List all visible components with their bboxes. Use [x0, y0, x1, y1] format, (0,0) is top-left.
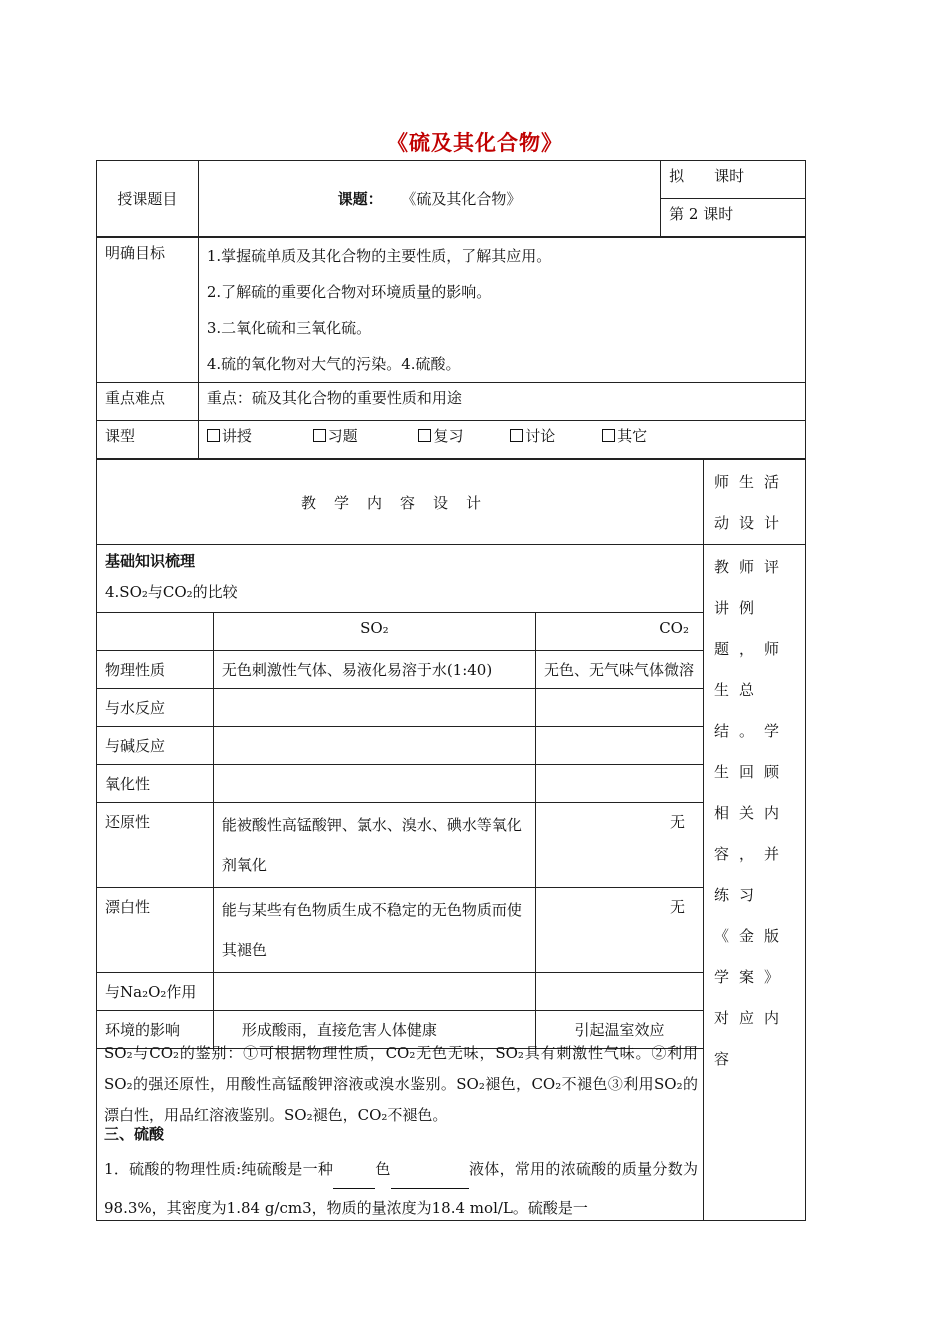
focus-label: 重点难点	[97, 383, 199, 421]
checkbox-icon	[602, 429, 615, 442]
side-notes: 教师评讲例题，师生总结。学生回顾相关内容，并练习《金版学案》对应内容	[704, 545, 806, 1221]
goals-list	[198, 238, 805, 383]
option-review[interactable]: 复习	[418, 427, 463, 445]
lesson-type-options	[198, 421, 805, 459]
section-title: 基础知识梳理	[105, 552, 196, 570]
sulfuric-paragraph: 1．硫酸的物理性质:纯硫酸是一种 色 液体，常用的浓硫酸的质量分数为98.3%，其密度为1.84 g/cm3，物质的量浓度为18.4 mol/L。硫酸是一	[104, 1160, 698, 1217]
document-title: 《硫及其化合物》	[387, 130, 563, 155]
option-other[interactable]: 其它	[602, 427, 647, 445]
topic-cell	[198, 161, 660, 237]
side-header: 师生活动设计	[704, 460, 806, 545]
table-row: 与水反应	[97, 689, 704, 727]
table-row: 物理性质 无色刺激性气体、易液化易溶于水(1:40) 无色、无气味气体微溶	[97, 651, 704, 689]
sulfuric-title: 三、硫酸	[104, 1125, 165, 1143]
subject-label: 授课题目	[97, 161, 199, 237]
goal-item: 1.掌握硫单质及其化合物的主要性质，了解其应用。	[206, 247, 552, 265]
col-header-co2: CO₂	[535, 613, 703, 651]
table-row: 还原性 能被酸性高锰酸钾、氯水、溴水、碘水等氧化剂氧化 无	[97, 803, 704, 888]
option-discussion[interactable]: 讨论	[510, 427, 555, 445]
table-row: 漂白性 能与某些有色物质生成不稳定的无色物质而使其褪色 无	[97, 888, 704, 973]
checkbox-icon	[313, 429, 326, 442]
option-exercise[interactable]: 习题	[313, 427, 358, 445]
plan-label: 拟 课时	[661, 161, 806, 199]
comparison-table	[96, 612, 704, 1049]
focus-text: 重点：硫及其化合物的重要性质和用途	[198, 383, 805, 421]
lesson-header-table	[96, 160, 806, 237]
table-row: 环境的影响 形成酸雨，直接危害人体健康 引起温室效应	[97, 1011, 704, 1049]
checkbox-icon	[418, 429, 431, 442]
goal-item: 3.二氧化硫和三氧化硫。	[206, 319, 372, 337]
table-row: 与碱反应	[97, 727, 704, 765]
checkbox-icon	[510, 429, 523, 442]
checkbox-icon	[207, 429, 220, 442]
blank-color[interactable]	[333, 1172, 375, 1189]
option-lecture[interactable]: 讲授	[207, 427, 252, 445]
table-row: 氧化性	[97, 765, 704, 803]
col-header-so2: SO₂	[213, 613, 535, 651]
goal-item: 2.了解硫的重要化合物对环境质量的影响。	[206, 283, 492, 301]
topic-value: 《硫及其化合物》	[401, 190, 522, 208]
blank-state[interactable]	[391, 1172, 469, 1189]
identification-text: SO₂与CO₂的鉴别：①可根据物理性质，CO₂无色无味，SO₂具有刺激性气味。②利用SO₂的强还原性，用酸性高锰酸钾溶液或溴水鉴别。SO₂褪色，CO₂不褪色③利用SO₂的漂白性，用品红溶液鉴别。SO₂褪色，CO₂不褪色。	[104, 1044, 698, 1124]
compare-intro: 4.SO₂与CO₂的比较	[105, 583, 238, 601]
table-row: 与Na₂O₂作用	[97, 973, 704, 1011]
corner-cell	[97, 613, 214, 651]
topic-label: 课题：	[337, 190, 383, 208]
design-header: 教学内容设计	[97, 460, 704, 545]
goals-label: 明确目标	[97, 238, 199, 383]
lesson-count: 第 2 课时	[661, 199, 806, 237]
goal-item: 4.硫的氧化物对大气的污染。4.硫酸。	[206, 355, 461, 373]
lesson-type-label: 课型	[97, 421, 199, 459]
goals-table	[96, 237, 806, 459]
